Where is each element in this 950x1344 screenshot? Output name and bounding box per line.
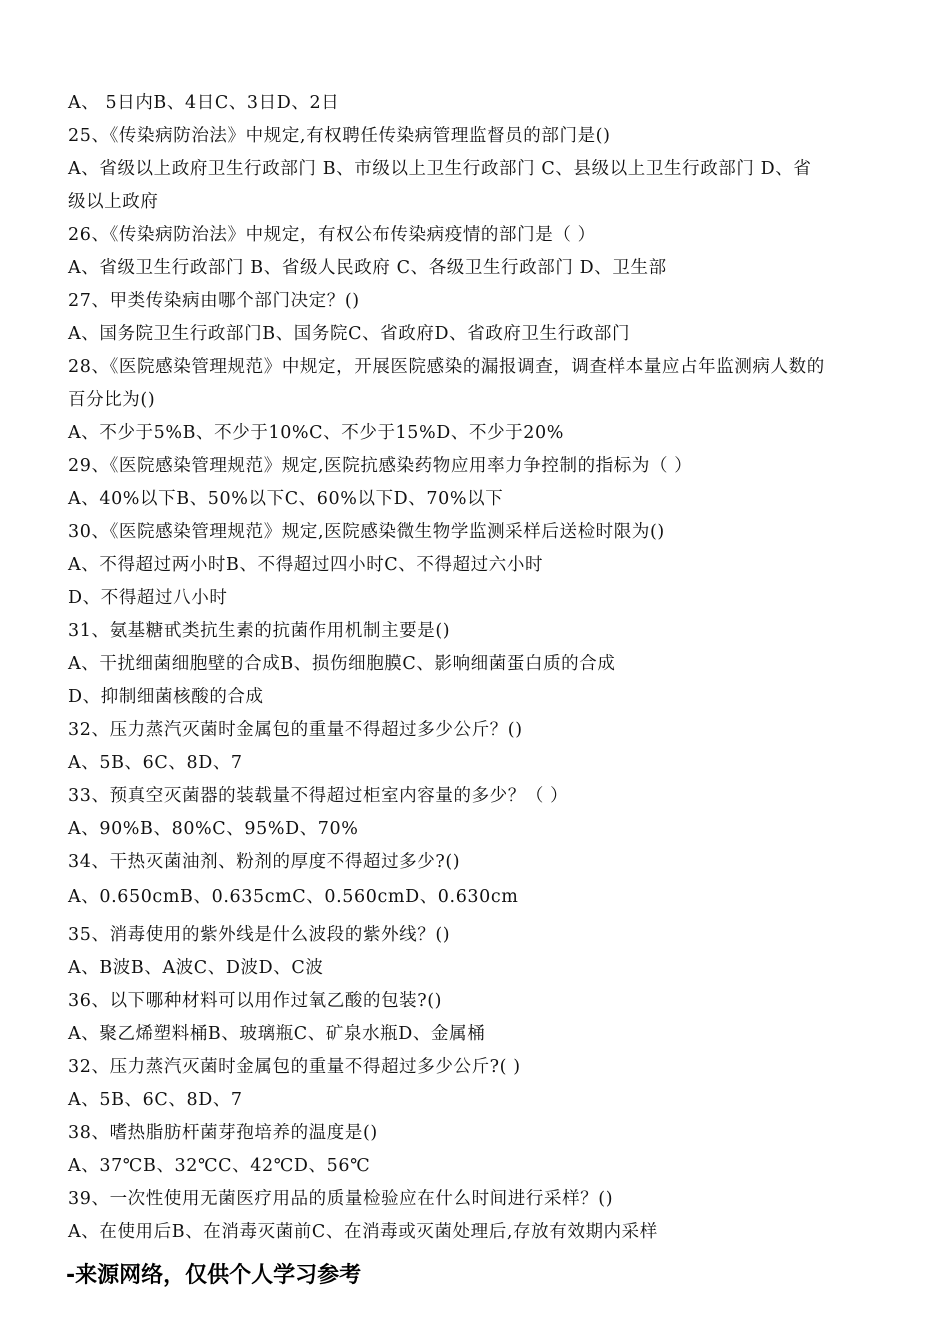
question-34: 34、干热灭菌油剂、粉剂的厚度不得超过多少?() <box>68 852 461 872</box>
answer-line: A、干扰细菌细胞壁的合成B、损伤细胞膜C、影响细菌蛋白质的合成 <box>68 654 616 674</box>
question-35: 35、消毒使用的紫外线是什么波段的紫外线？() <box>68 925 451 945</box>
question-31: 31、氨基糖甙类抗生素的抗菌作用机制主要是() <box>68 621 451 641</box>
answer-line: A、省级卫生行政部门 B、省级人民政府 C、各级卫生行政部门 D、卫生部 <box>68 258 667 278</box>
question-32: 32、压力蒸汽灭菌时金属包的重量不得超过多少公斤？() <box>68 720 523 740</box>
answer-line: A、聚乙烯塑料桶B、玻璃瓶C、矿泉水瓶D、金属桶 <box>68 1024 486 1044</box>
answer-line: 级以上政府 <box>68 192 159 212</box>
answer-line: A、在使用后B、在消毒灭菌前C、在消毒或灭菌处理后,存放有效期内采样 <box>68 1222 658 1242</box>
answer-line: D、不得超过八小时 <box>68 588 228 608</box>
question-32-repeat: 32、压力蒸汽灭菌时金属包的重量不得超过多少公斤?( ) <box>68 1057 521 1077</box>
answer-line: A、0.650cmB、0.635cmC、0.560cmD、0.630cm <box>68 887 519 907</box>
answer-line: A、B波B、A波C、D波D、C波 <box>68 958 324 978</box>
question-29: 29、《医院感染管理规范》规定,医院抗感染药物应用率力争控制的指标为（ ） <box>68 456 693 476</box>
question-25: 25、《传染病防治法》中规定,有权聘任传染病管理监督员的部门是() <box>68 126 611 146</box>
question-27: 27、甲类传染病由哪个部门决定？() <box>68 291 360 311</box>
question-28-cont: 百分比为() <box>68 390 156 410</box>
answer-line: A、5B、6C、8D、7 <box>68 753 243 773</box>
answer-line: A、不得超过两小时B、不得超过四小时C、不得超过六小时 <box>68 555 544 575</box>
question-26: 26、《传染病防治法》中规定，有权公布传染病疫情的部门是（ ） <box>68 225 596 245</box>
text-line: A、 5日内B、4日C、3日D、2日 <box>68 93 340 113</box>
question-36: 36、以下哪种材料可以用作过氧乙酸的包装?() <box>68 991 443 1011</box>
answer-line: A、5B、6C、8D、7 <box>68 1090 243 1110</box>
answer-line: A、省级以上政府卫生行政部门 B、市级以上卫生行政部门 C、县级以上卫生行政部门 D、省 <box>68 159 812 179</box>
question-39: 39、一次性使用无菌医疗用品的质量检验应在什么时间进行采样？() <box>68 1189 614 1209</box>
question-28: 28、《医院感染管理规范》中规定，开展医院感染的漏报调查，调查样本量应占年监测病人数的 <box>68 357 825 377</box>
answer-line: A、37℃B、32℃C、42℃D、56℃ <box>68 1156 371 1176</box>
answer-line: D、抑制细菌核酸的合成 <box>68 687 264 707</box>
answer-line: A、不少于5%B、不少于10%C、不少于15%D、不少于20% <box>68 423 564 443</box>
source-footer: -来源网络，仅供个人学习参考 <box>66 1263 362 1288</box>
question-33: 33、预真空灭菌器的装载量不得超过柜室内容量的多少？（ ） <box>68 786 569 806</box>
question-30: 30、《医院感染管理规范》规定,医院感染微生物学监测采样后送检时限为() <box>68 522 665 542</box>
answer-line: A、40%以下B、50%以下C、60%以下D、70%以下 <box>68 489 504 509</box>
question-38: 38、嗜热脂肪杆菌芽孢培养的温度是() <box>68 1123 378 1143</box>
answer-line: A、国务院卫生行政部门B、国务院C、省政府D、省政府卫生行政部门 <box>68 324 631 344</box>
answer-line: A、90%B、80%C、95%D、70% <box>68 819 359 839</box>
